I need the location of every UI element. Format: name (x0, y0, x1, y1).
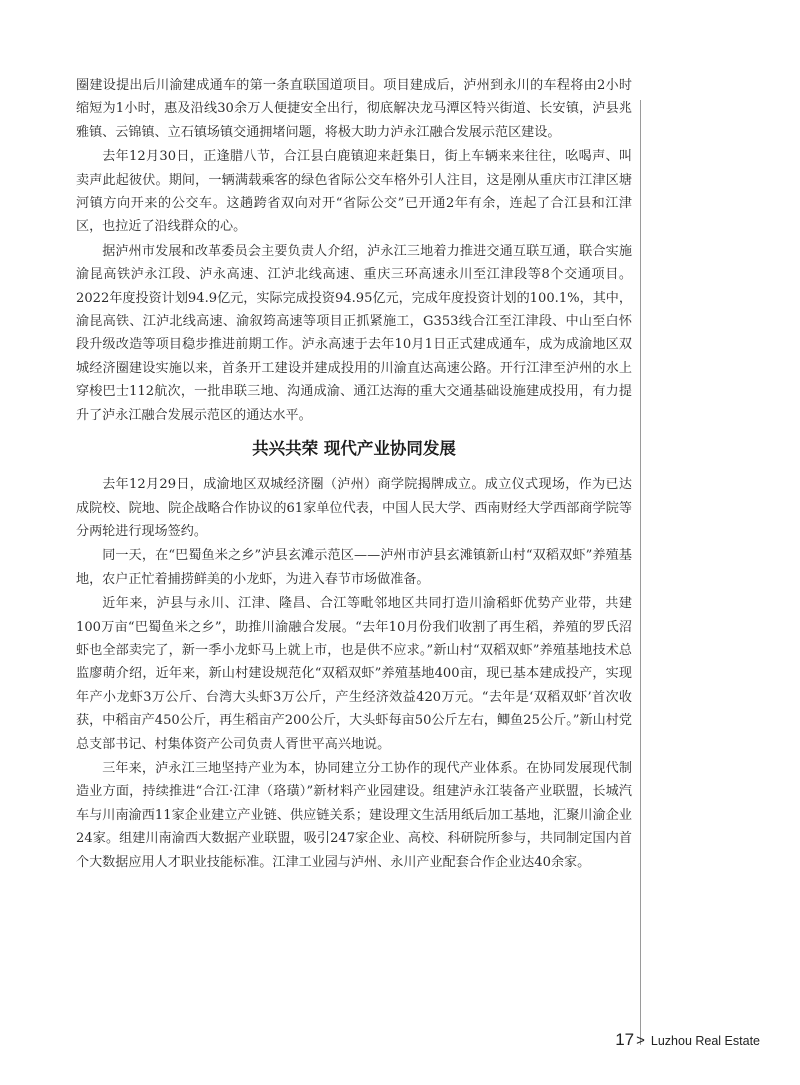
page-number: 17 (615, 1030, 635, 1049)
paragraph-2: 去年12月30日，正逢腊八节，合江县白鹿镇迎来赶集日，街上车辆来来往往，吆喝声、叫卖声此起彼伏。期间，一辆满载乘客的绿色省际公交车格外引人注目，这是刚从重庆市江津区塘河镇方向开来的公交车。这趟跨省双向对开“省际公交”已开通2年有余，连起了合江县和江津区，也拉近了沿线群众的心。 (76, 149, 632, 235)
paragraph-3: 据泸州市发展和改革委员会主要负责人介绍，泸永江三地着力推进交通互联互通，联合实施渝昆高铁泸永江段、泸永高速、江泸北线高速、重庆三环高速永川至江津段等8个交通项目。2022年度投资计划94.9亿元，实际完成投资94.95亿元，完成年度投资计划的100.1%，其中，渝昆高铁、江泸北线高速、渝叙筠高速等项目正抓紧施工，G353线合江至江津段、中山至白怀段升级改造等项目稳步推进前期工作。泸永高速于去年10月1日正式建成通车，成为成渝地区双城经济圈建设实施以来，首条开工建设并建成投用的川渝直达高速公路。开行江津至泸州的水上穿梭巴士112航次，一批串联三地、沟通成渝、通江达海的重大交通基础设施建成投用，有力提升了泸永江融合发展示范区的通达水平。 (76, 243, 632, 423)
paragraph-6: 近年来，泸县与永川、江津、隆昌、合江等毗邻地区共同打造川渝稻虾优势产业带，共建100万亩“巴蜀鱼米之乡”，助推川渝融合发展。“去年10月份我们收割了再生稻，养殖的罗氏沼虾也全部卖完了，新一季小龙虾马上就上市，也是供不应求。”新山村“双稻双虾”养殖基地技术总监廖萌介绍，近年来，新山村建设规范化“双稻双虾”养殖基地400亩，现已基本建成投产，实现年产小龙虾3万公斤、台湾大头虾3万公斤，产生经济效益420万元。“去年是‘双稻双虾’首次收获，中稻亩产450公斤，再生稻亩产200公斤，大头虾每亩50公斤左右，鲫鱼25公斤。”新山村党总支部书记、村集体资产公司负责人胥世平高兴地说。 (76, 596, 632, 752)
column-divider (640, 100, 641, 1045)
folio-arrow: > (636, 1032, 645, 1049)
paragraph-1: 圈建设提出后川渝建成通车的第一条直联国道项目。项目建成后，泸州到永川的车程将由2小时缩短为1小时，惠及沿线30余万人便捷安全出行，彻底解决龙马潭区特兴街道、长安镇，泸县兆雅镇、云锦镇、立石镇场镇交通拥堵问题，将极大助力泸永江融合发展示范区建设。 (76, 78, 632, 140)
paragraph-4: 去年12月29日，成渝地区双城经济圈（泸州）商学院揭牌成立。成立仪式现场，作为已达成院校、院地、院企战略合作协议的61家单位代表，中国人民大学、西南财经大学西部商学院等分两轮进行现场签约。 (76, 477, 632, 539)
article-column (76, 74, 632, 875)
magazine-name: Luzhou Real Estate (650, 1034, 760, 1048)
page-folio (615, 1030, 760, 1050)
paragraph-7: 三年来，泸永江三地坚持产业为本，协同建立分工协作的现代产业体系。在协同发展现代制造业方面，持续推进“合江·江津（珞璜）”新材料产业园建设。组建泸永江装备产业联盟，长城汽车与川南渝西11家企业建立产业链、供应链关系；建设理文生活用纸后加工基地，汇聚川渝企业24家。组建川南渝西大数据产业联盟，吸引247家企业、高校、科研院所参与，共同制定国内首个大数据应用人才职业技能标准。江津工业园与泸州、永川产业配套合作企业达40余家。 (76, 760, 632, 870)
paragraph-5: 同一天，在“巴蜀鱼米之乡”泸县玄滩示范区——泸州市泸县玄滩镇新山村“双稻双虾”养殖基地，农户正忙着捕捞鲜美的小龙虾，为进入春节市场做准备。 (76, 548, 632, 587)
section-heading: 共兴共荣 现代产业协同发展 (252, 439, 456, 459)
